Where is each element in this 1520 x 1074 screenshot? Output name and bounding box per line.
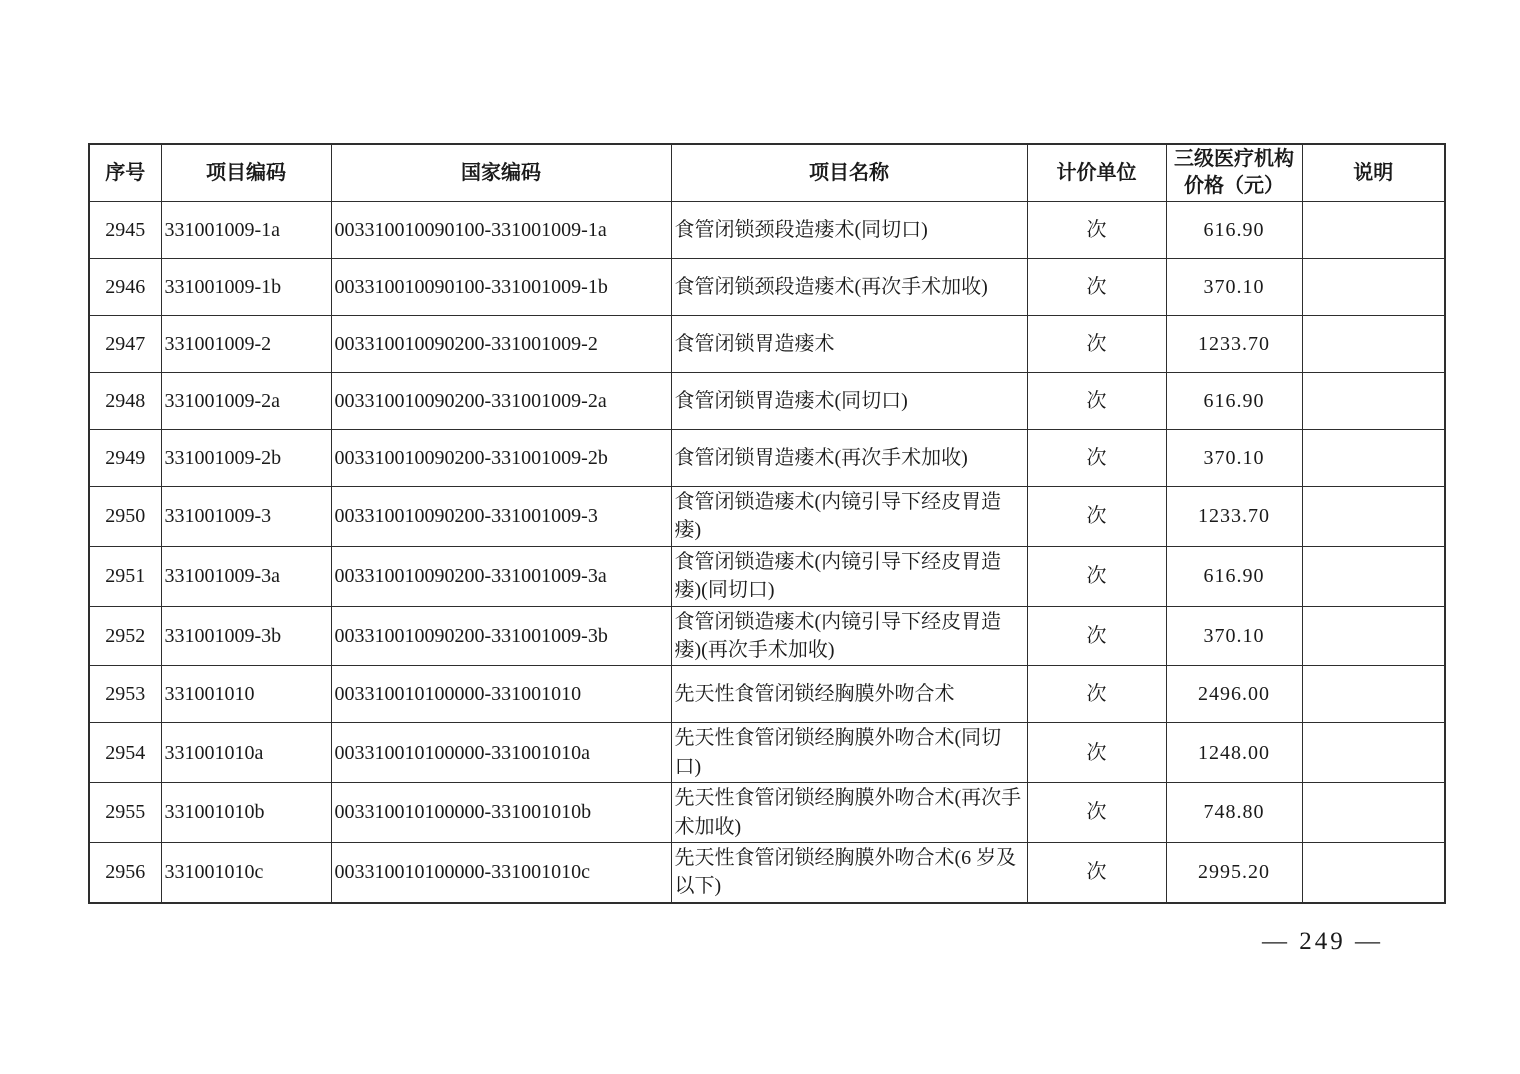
cell-national-code: 003310010090200-331001009-2b [331,430,671,487]
cell-item-code: 331001009-2 [161,316,331,373]
cell-national-code: 003310010090100-331001009-1b [331,259,671,316]
cell-item-name: 食管闭锁造瘘术(内镜引导下经皮胃造瘘)(再次手术加收) [671,606,1027,666]
cell-unit: 次 [1027,430,1166,487]
table-row [89,373,1445,430]
cell-note [1302,546,1445,606]
cell-note [1302,723,1445,783]
cell-item-name: 先天性食管闭锁经胸膜外吻合术(同切口) [671,723,1027,783]
cell-item-name: 先天性食管闭锁经胸膜外吻合术(6 岁及以下) [671,842,1027,902]
table-row [89,666,1445,723]
cell-item-code: 331001010a [161,723,331,783]
cell-note [1302,606,1445,666]
cell-item-code: 331001009-2a [161,373,331,430]
cell-price: 616.90 [1166,202,1302,259]
cell-item-code: 331001010b [161,783,331,843]
table-row [89,546,1445,606]
cell-national-code: 003310010100000-331001010c [331,842,671,902]
cell-unit: 次 [1027,202,1166,259]
cell-seq: 2952 [89,606,161,666]
col-header-note: 说明 [1302,144,1445,202]
cell-price: 1233.70 [1166,316,1302,373]
cell-item-name: 食管闭锁颈段造瘘术(再次手术加收) [671,259,1027,316]
cell-item-name: 先天性食管闭锁经胸膜外吻合术(再次手术加收) [671,783,1027,843]
cell-note [1302,842,1445,902]
cell-unit: 次 [1027,487,1166,547]
cell-price: 1248.00 [1166,723,1302,783]
cell-item-code: 331001010 [161,666,331,723]
cell-note [1302,373,1445,430]
table-row [89,783,1445,843]
cell-seq: 2955 [89,783,161,843]
table-header-row [89,144,1445,202]
cell-note [1302,666,1445,723]
cell-item-name: 食管闭锁胃造瘘术(再次手术加收) [671,430,1027,487]
cell-item-code: 331001009-2b [161,430,331,487]
cell-national-code: 003310010090200-331001009-2a [331,373,671,430]
col-header-national-code: 国家编码 [331,144,671,202]
table-row [89,316,1445,373]
cell-item-code: 331001009-1b [161,259,331,316]
cell-price: 616.90 [1166,373,1302,430]
cell-seq: 2945 [89,202,161,259]
cell-seq: 2950 [89,487,161,547]
cell-seq: 2951 [89,546,161,606]
cell-item-name: 食管闭锁造瘘术(内镜引导下经皮胃造瘘)(同切口) [671,546,1027,606]
cell-item-code: 331001009-3a [161,546,331,606]
cell-note [1302,783,1445,843]
col-header-unit: 计价单位 [1027,144,1166,202]
cell-national-code: 003310010090100-331001009-1a [331,202,671,259]
table-row [89,606,1445,666]
cell-price: 748.80 [1166,783,1302,843]
cell-item-name: 食管闭锁造瘘术(内镜引导下经皮胃造瘘) [671,487,1027,547]
cell-price: 1233.70 [1166,487,1302,547]
cell-seq: 2948 [89,373,161,430]
cell-unit: 次 [1027,666,1166,723]
table-row [89,723,1445,783]
table-row [89,430,1445,487]
table-row [89,259,1445,316]
cell-item-name: 食管闭锁颈段造瘘术(同切口) [671,202,1027,259]
cell-price: 2995.20 [1166,842,1302,902]
price-table-container [88,143,1446,904]
cell-unit: 次 [1027,783,1166,843]
cell-note [1302,202,1445,259]
cell-national-code: 003310010100000-331001010 [331,666,671,723]
cell-seq: 2947 [89,316,161,373]
cell-note [1302,487,1445,547]
cell-national-code: 003310010090200-331001009-3a [331,546,671,606]
cell-price: 370.10 [1166,606,1302,666]
cell-national-code: 003310010090200-331001009-2 [331,316,671,373]
cell-unit: 次 [1027,723,1166,783]
cell-note [1302,259,1445,316]
table-row [89,487,1445,547]
cell-national-code: 003310010090200-331001009-3b [331,606,671,666]
cell-unit: 次 [1027,316,1166,373]
table-row [89,842,1445,902]
col-header-seq: 序号 [89,144,161,202]
price-table [88,143,1446,904]
cell-seq: 2949 [89,430,161,487]
cell-item-code: 331001010c [161,842,331,902]
cell-item-name: 食管闭锁胃造瘘术 [671,316,1027,373]
cell-item-code: 331001009-3 [161,487,331,547]
cell-seq: 2953 [89,666,161,723]
cell-price: 616.90 [1166,546,1302,606]
cell-unit: 次 [1027,546,1166,606]
col-header-price: 三级医疗机构价格（元） [1166,144,1302,202]
cell-note [1302,316,1445,373]
cell-price: 2496.00 [1166,666,1302,723]
col-header-item-code: 项目编码 [161,144,331,202]
cell-item-name: 先天性食管闭锁经胸膜外吻合术 [671,666,1027,723]
cell-item-code: 331001009-3b [161,606,331,666]
cell-unit: 次 [1027,373,1166,430]
cell-seq: 2956 [89,842,161,902]
col-header-item-name: 项目名称 [671,144,1027,202]
cell-national-code: 003310010090200-331001009-3 [331,487,671,547]
cell-national-code: 003310010100000-331001010a [331,723,671,783]
cell-price: 370.10 [1166,259,1302,316]
cell-price: 370.10 [1166,430,1302,487]
cell-national-code: 003310010100000-331001010b [331,783,671,843]
cell-note [1302,430,1445,487]
cell-seq: 2954 [89,723,161,783]
page-number: — 249 — [1262,928,1383,955]
cell-unit: 次 [1027,606,1166,666]
cell-unit: 次 [1027,259,1166,316]
table-row [89,202,1445,259]
cell-unit: 次 [1027,842,1166,902]
cell-item-name: 食管闭锁胃造瘘术(同切口) [671,373,1027,430]
cell-seq: 2946 [89,259,161,316]
cell-item-code: 331001009-1a [161,202,331,259]
